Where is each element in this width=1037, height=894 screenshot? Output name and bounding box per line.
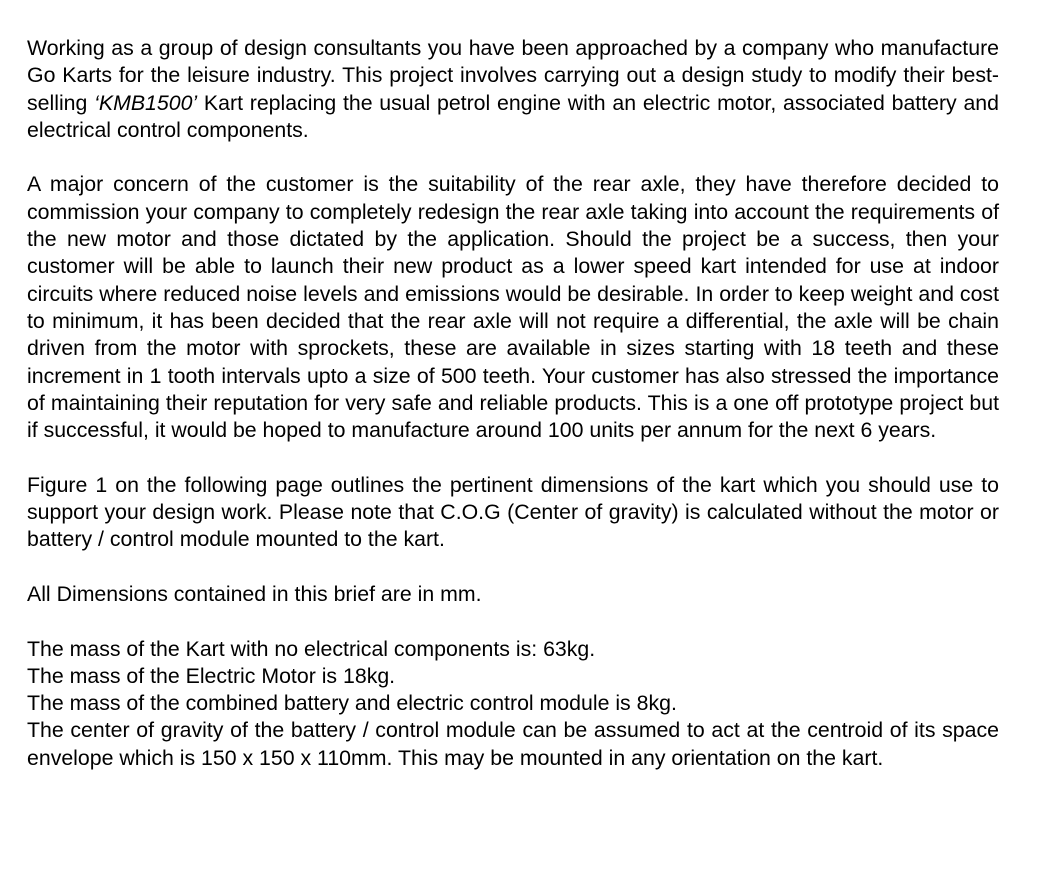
- motor-mass-line: The mass of the Electric Motor is 18kg.: [27, 663, 396, 688]
- battery-mass-line: The mass of the combined battery and electric control module is 8kg.: [27, 691, 677, 716]
- figure-reference-paragraph: Figure 1 on the following page outlines the pertinent dimensions of the kart which you should use to support your design work. Please note that C.O.G (Center of gravity) is calculated without the motor or battery / control module mounted to the kart.: [27, 472, 999, 552]
- battery-cog-line: The center of gravity of the battery / control module can be assumed to act at the centroid of its space envelope which is 150 x 150 x 110mm. This may be mounted in any orientation on the kart.: [27, 718, 999, 770]
- mass-specifications: [27, 636, 999, 772]
- paragraph-spacer: [27, 608, 999, 635]
- intro-paragraph: [27, 35, 999, 144]
- units-note-paragraph: All Dimensions contained in this brief are in mm.: [27, 581, 482, 606]
- paragraph-spacer: [27, 444, 999, 471]
- intro-text-end: Kart replacing the usual petrol engine with an electric motor, associated battery and electrical control components.: [27, 90, 1000, 142]
- kart-mass-line: The mass of the Kart with no electrical components is: 63kg.: [27, 636, 596, 661]
- paragraph-spacer: [27, 554, 999, 581]
- paragraph-spacer: [27, 144, 999, 171]
- rear-axle-paragraph: A major concern of the customer is the suitability of the rear axle, they have therefore decided to commission your company to completely redesign the rear axle taking into account the requirements of the new motor and those dictated by the application. Should the project be a success, then your customer will be able to launch their new product as a lower speed kart intended for use at indoor circuits where reduced noise levels and emissions would be desirable. In order to keep weight and cost to minimum, it has been decided that the rear axle will not require a differential, the axle will be chain driven from the motor with sprockets, these are available in sizes starting with 18 teeth and these increment in 1 tooth intervals upto a size of 500 teeth. Your customer has also stressed the importance of maintaining their reputation for very safe and reliable products. This is a one off prototype project but if successful, it would be hoped to manufacture around 100 units per annum for the next 6 years.: [27, 172, 999, 443]
- document-page: [27, 35, 999, 772]
- intro-text-start: Working as a group of design consultants you have been approached by a company who manufacture Go Karts for the leisure industry. This project involves carrying out a design study to modify their best-selling: [27, 36, 999, 115]
- kart-model-name: ‘KMB1500’: [94, 90, 198, 115]
